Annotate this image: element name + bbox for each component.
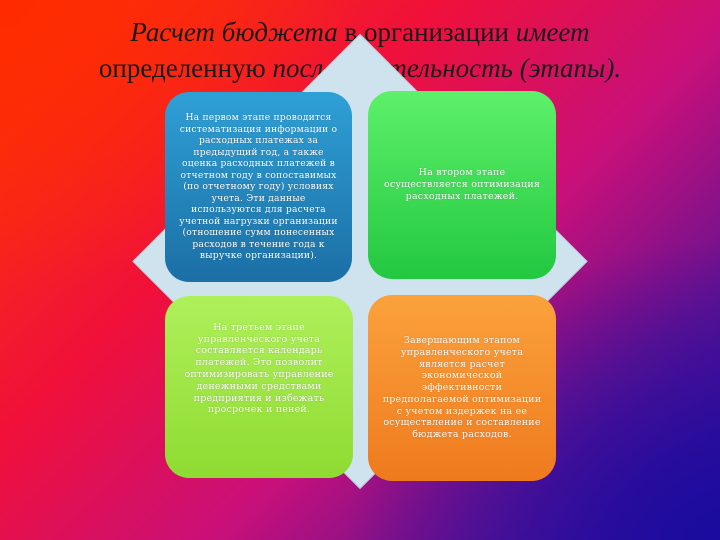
- title-part: в организации: [337, 17, 516, 47]
- title-part: последовательность (этапы).: [272, 53, 622, 83]
- stage-2-box: [368, 91, 556, 279]
- stage-3-text: На третьем этапе управленческого учета составляется календарь платежей. Это позволит оптимизировать управление денежными средствами предприятия и избежать просрочек и пеней.: [184, 321, 334, 416]
- stage-1-text: На первом этапе проводится систематизация информации о расходных платежах за предыдущий год, а также оценка расходных платежей в отчетном году в сопоставимых (по отчетному году) условиях учета. Эти данные используются для расчета учетной нагрузки организации (отношение сумм понесенных расходов в течение года к выручке организации).: [179, 112, 338, 262]
- title-part: Расчет бюджета: [130, 17, 338, 47]
- stage-2-text: На втором этапе осуществляется оптимизация расходных платежей.: [383, 167, 541, 202]
- stage-4-box: [368, 295, 556, 481]
- stage-4-text: Завершающим этапом управленческого учета является расчет экономической эффективности предполагаемой оптимизации с учетом издержек на ее осуществление и составление бюджета расходов.: [382, 334, 542, 441]
- title-part: имеет: [515, 17, 590, 47]
- stage-1-box: [165, 92, 352, 282]
- stage-3-box: [165, 296, 353, 478]
- title-part: определенную: [98, 53, 273, 83]
